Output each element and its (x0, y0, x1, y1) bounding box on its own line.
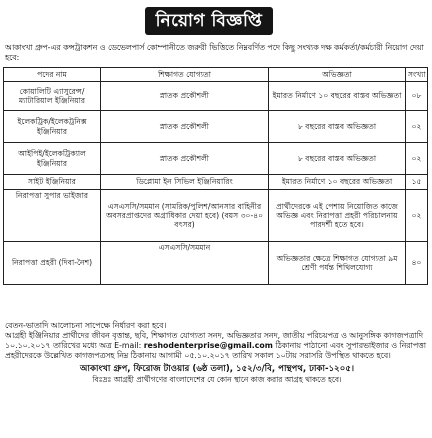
count: ৪০ (406, 242, 428, 285)
header-post: পদের নাম (4, 68, 101, 82)
header-count: সংখ্যা (406, 68, 428, 82)
jobs-table (3, 67, 428, 285)
experience: ইমারত নির্মাণে ১০ বছরের বাস্তব অভিজ্ঞতা (269, 82, 406, 111)
count: ০২ (406, 190, 428, 242)
footer (5, 321, 429, 384)
count: ০২ (406, 111, 428, 143)
footnote: বিঃদ্রঃ আগ্রহী প্রার্থীগণের বাংলাদেশের যে কোন স্থানে কাজ করার আগ্রহ থাকতে হবে। (92, 374, 342, 384)
experience: অভিজ্ঞতার ক্ষেত্রে শিক্ষাগত যোগ্যতা ৯ম শ্রেণী পর্যন্ত শিথিলযোগ্য (269, 242, 406, 285)
post-name: সাইট ইঞ্জিনিয়ার (4, 175, 101, 190)
count: ০৮ (406, 82, 428, 111)
education: এসএসসি/সমমান (সামরিক/পুলিশ/আনসার বাহিনীর অবসরপ্রাপ্তদের অগ্রাধিকার দেয়া হবে) (বয়স ৩০-৪০ বৎসর) (101, 190, 269, 242)
table-row (4, 242, 428, 285)
application-text-2: ঠিকানায় পাঠানো এবং সুপারভাইজার ও নিরাপত্তা প্রহরীদেরকে উল্লেখিত কাগজপত্রসহ নিম্ন ঠিকানায় আগামী ০৫.১০.২০১৭ তারিখ সকাল ১০টায় সরাসরি উপস্থিত থাকতে হবে। (5, 341, 426, 361)
header-education: শিক্ষাগত যোগ্যতা (101, 68, 269, 82)
application-instructions (5, 331, 429, 361)
count: ০২ (406, 143, 428, 175)
title-area (2, 2, 430, 38)
post-name: ইলেকট্রিক/ইলেকট্রনিক্স ইঞ্জিনিয়ার (4, 111, 101, 143)
application-text-1: আগ্রহী ইঞ্জিনিয়ার প্রার্থীদের জীবন বৃত্তান্ত, ছবি, শিক্ষাগত যোগ্যতা সনদ, অভিজ্ঞতার সনদ, জাতীয় পরিচয়পত্র ও আনুসঙ্গিক কাগজপত্রাদি ১০.১০.২০১৭ তারিখের মধ্যে অত্র E-mail: (5, 331, 423, 351)
email-address[interactable]: reshodenterprise@gmail.com (143, 341, 273, 351)
table-header-row (4, 68, 428, 82)
post-name: কোয়ালিটি এ্যাসুরেন্স/ ম্যাটারিয়াল ইঞ্জিনিয়ার (4, 82, 101, 111)
salary-note: বেতন-ভাতাদি আলোচনা সাপেক্ষে নির্ধারণ করা হবে। (5, 321, 167, 330)
table-row (4, 175, 428, 190)
education: এসএসসি/সমমান (101, 242, 269, 285)
intro-text: আকাংখা গ্রুপ-এর কন্সট্রাকশন ও ডেভেলপার্স কোম্পানীতে জরুরী ভিত্তিতে নিম্নবর্ণিত পদে কিছু সংখ্যক দক্ষ কর্মকর্তা/কর্মচারী নিয়োগ দেয়া হবে: (5, 43, 424, 62)
post-name: নিরাপত্তা সুপার ভাইজার (4, 190, 101, 242)
ad-title: নিয়োগ বিজ্ঞপ্তি (145, 7, 273, 35)
experience: ৮ বছরের বাস্তব অভিজ্ঞতা (269, 143, 406, 175)
education: স্নাতক প্রকৌশলী (101, 111, 269, 143)
experience: ৮ বছরের বাস্তব অভিজ্ঞতা (269, 111, 406, 143)
table-row (4, 143, 428, 175)
post-name: আইপিই/ইলেকট্রিক্যাল ইঞ্জিনিয়ার (4, 143, 101, 175)
count: ১৫ (406, 175, 428, 190)
experience: ইমারত নির্মাণে ১০ বছরের অভিজ্ঞতা (269, 175, 406, 190)
header-experience: অভিজ্ঞতা (269, 68, 406, 82)
experience: প্রার্থীদেরকে এই পেশায় নিয়োজিত কাজে অভিজ্ঞ এবং নিরাপত্তা প্রহরী পরিচালনায় পারদর্শী হতে হবে। (269, 190, 406, 242)
education: স্নাতক প্রকৌশলী (101, 82, 269, 111)
job-advertisement (2, 2, 430, 436)
post-name: নিরাপত্তা প্রহরী (দিবা-নৈশ) (4, 242, 101, 285)
education: স্নাতক প্রকৌশলী (101, 143, 269, 175)
table-row (4, 82, 428, 111)
company-address: আকাংখা গ্রুপ, ফিরোজ টাওয়ার (৬ষ্ঠ তলা), ১৫২/৩/বি, পান্থপথ, ঢাকা-১২০৫। (79, 363, 355, 374)
education: ডিপ্লোমা ইন সিভিল ইঞ্জিনিয়ারিং (101, 175, 269, 190)
table-row (4, 190, 428, 242)
table-row (4, 111, 428, 143)
